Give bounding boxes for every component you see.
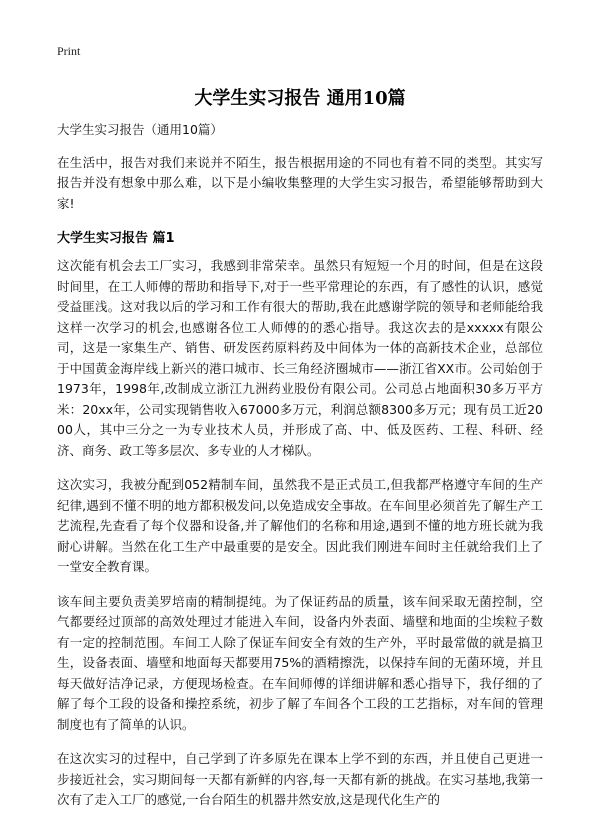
section-heading: 大学生实习报告 篇1 <box>57 231 175 246</box>
body-paragraph-4: 在这次实习的过程中，自己学到了许多原先在课本上学不到的东西，并且使自己更进一步接近社会，实习期间每一天都有新鲜的内容,每一天都有新的挑战。在实习基地,我第一次有了走入工厂的感觉,一台台陌生的机器井然安放,这是现代化生产的 <box>57 751 543 807</box>
body-paragraph-1: 这次能有机会去工厂实习，我感到非常荣幸。虽然只有短短一个月的时间，但是在这段时间里，在工人师傅的帮助和指导下,对于一些平常理论的东西，有了感性的认识，感觉受益匪浅。这对我以后的学习和工作有很大的帮助,我在此感谢学院的领导和老师能给我这样一次学习的机会,也感谢各位工人师傅的的悉心指导。我这次去的是xxxxx有限公司，这是一家集生产、销售、研发医药原料药及中间体为一体的高新技术企业，总部位于中国黄金海岸线上新兴的港口城市、长三角经济圈城市——浙江省XX市。公司始创于1973年，1998年,改制成立浙江九洲药业股份有限公司。公司总占地面积30多万平方米：20xx年，公司实现销售收入67000多万元，利润总额8300多万元；现有员工近2000人，其中三分之一为专业技术人员，并形成了高、中、低及医药、工程、科研、经济、商务、政工等多层次、多专业的人才梯队。 <box>57 258 543 458</box>
print-link[interactable]: Print <box>57 44 81 58</box>
body-paragraph-3: 该车间主要负责美罗培南的精制提纯。为了保证药品的质量，该车间采取无菌控制，空气都要经过顶部的高效处理过才能进入车间，设备内外表面、墙壁和地面的尘埃粒子数有一定的控制范围。车间工人除了保证车间安全有效的生产外，平时最常做的就是搞卫生，设备表面、墙壁和地面每天都要用75%的酒精擦洗，以保持车间的无菌环境，并且每天做好洁净记录，方便现场检查。在车间师傅的详细讲解和悉心指导下，我仔细的了解了每个工段的设备和操控系统，初步了解了车间各个工段的工艺指标，对车间的管理制度也有了简单的认识。 <box>57 593 543 732</box>
document-body <box>57 120 543 825</box>
intro-paragraph: 在生活中，报告对我们来说并不陌生，报告根据用途的不同也有着不同的类型。其实写报告并没有想象中那么难，以下是小编收集整理的大学生实习报告，希望能够帮助到大家! <box>57 154 543 211</box>
document-subtitle: 大学生实习报告（通用10篇） <box>57 122 223 137</box>
page-title: 大学生实习报告 通用10篇 <box>194 88 406 109</box>
body-paragraph-2: 这次实习，我被分配到052精制车间，虽然我不是正式员工,但我都严格遵守车间的生产纪律,遇到不懂不明的地方都积极发问,以免造成安全事故。在车间里必须首先了解生产工艺流程,先查看了每个仪器和设备,并了解他们的名称和用途,遇到不懂的地方班长就为我耐心讲解。当然在化工生产中最重要的是安全。因此我们刚进车间时主任就给我们上了一堂安全教育课。 <box>57 477 543 574</box>
